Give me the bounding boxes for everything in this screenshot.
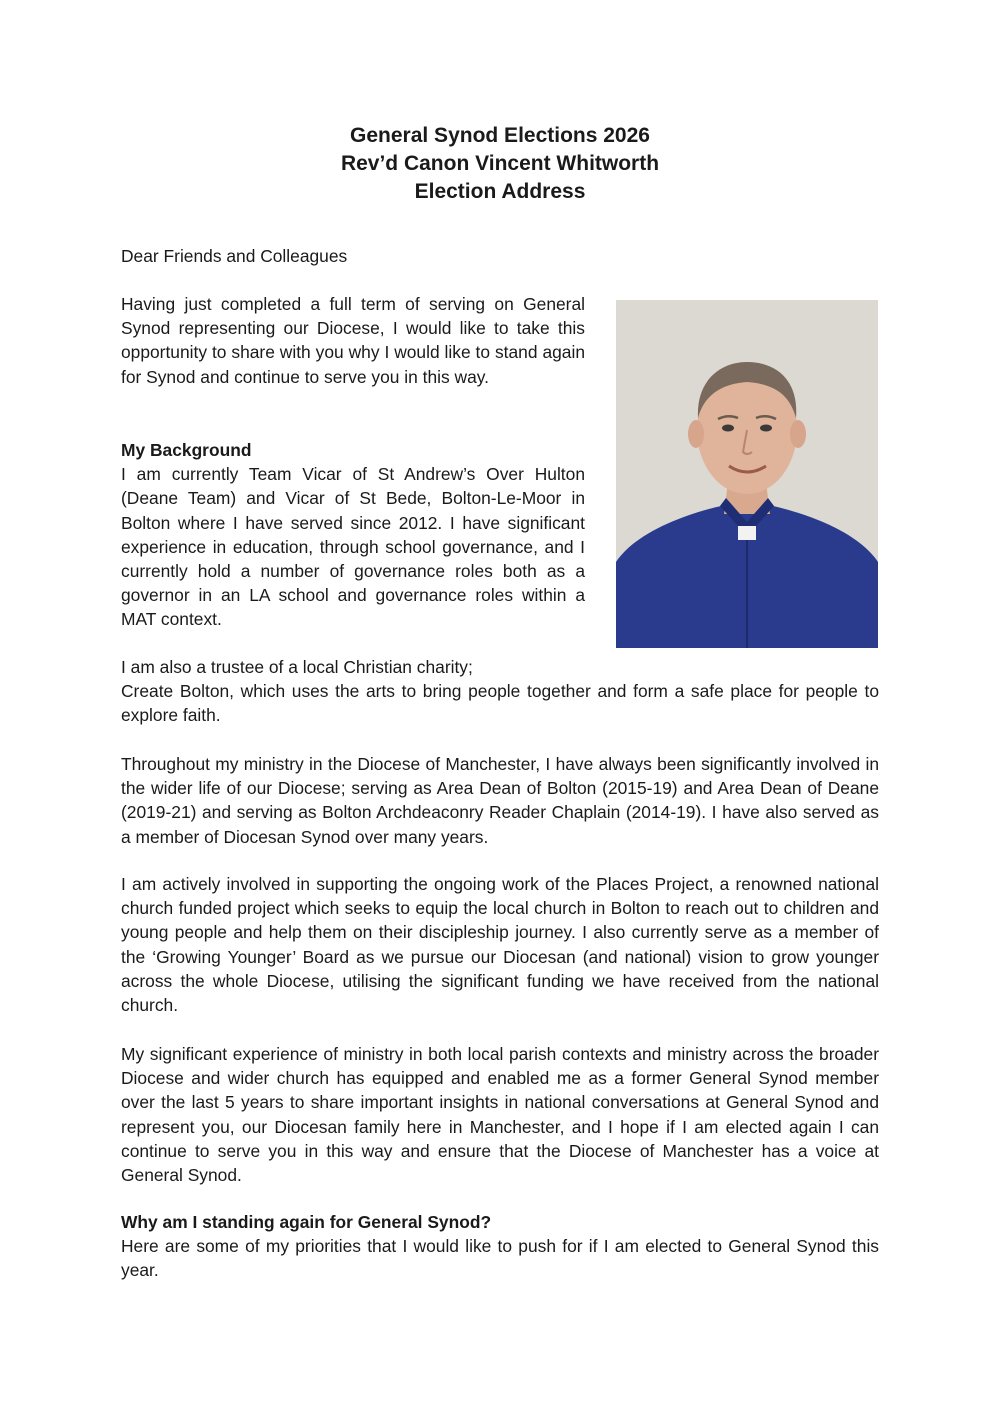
trustee-line-1: I am also a trustee of a local Christian charity;: [121, 657, 473, 677]
candidate-photo: [616, 300, 878, 648]
why-section: [121, 1210, 879, 1283]
candidate-portrait-image: [616, 300, 878, 648]
background-heading: My Background: [121, 440, 252, 460]
why-heading: Why am I standing again for General Synod?: [121, 1212, 492, 1232]
title-line-address: Election Address: [414, 180, 586, 203]
intro-paragraph: Having just completed a full term of serving on General Synod representing our Diocese, I would like to take this opportunity to share with you why I would like to stand again for Synod and continue to serve you in this way.: [121, 294, 585, 387]
places-paragraph: I am actively involved in supporting the ongoing work of the Places Project, a renowned national church funded project which seeks to equip the local church in Bolton to reach out to children and young people and help them on their discipleship journey. I also currently serve as a member of the ‘Growing Younger’ Board as we pursue our Diocesan (and national) vision to grow younger across the whole Diocese, utilising the significant funding we have received from the national church.: [121, 874, 879, 1016]
why-paragraph: Here are some of my priorities that I would like to push for if I am elected to General Synod this year.: [121, 1236, 879, 1281]
salutation: Dear Friends and Colleagues: [121, 246, 348, 266]
trustee-paragraph: [121, 655, 879, 728]
background-section: [121, 438, 585, 632]
document-title: [120, 122, 880, 206]
background-paragraph: I am currently Team Vicar of St Andrew’s Over Hulton (Deane Team) and Vicar of St Bede, Bolton-Le-Moor in Bolton where I have served since 2012. I have significant experience in education, through school governance, and I currently hold a number of governance roles both as a governor in an LA school and governance roles within a MAT context.: [121, 464, 585, 630]
title-line-candidate: Rev’d Canon Vincent Whitworth: [340, 152, 660, 175]
title-line-election: General Synod Elections 2026: [350, 124, 650, 147]
experience-paragraph: My significant experience of ministry in both local parish contexts and ministry across the broader Diocese and wider church has equipped and enabled me as a former General Synod member over the last 5 years to share important insights in national conversations at General Synod and represent you, our Diocesan family here in Manchester, and I hope if I am elected again I can continue to serve you in this way and ensure that the Diocese of Manchester has a voice at General Synod.: [121, 1044, 879, 1186]
ministry-paragraph: Throughout my ministry in the Diocese of Manchester, I have always been significantly involved in the wider life of our Diocese; serving as Area Dean of Bolton (2015-19) and Area Dean of Deane (2019-21) and serving as Bolton Archdeaconry Reader Chaplain (2014-19). I have also served as a member of Diocesan Synod over many years.: [121, 754, 879, 847]
trustee-line-2: Create Bolton, which uses the arts to bring people together and form a safe place for people to explore faith.: [121, 681, 879, 726]
